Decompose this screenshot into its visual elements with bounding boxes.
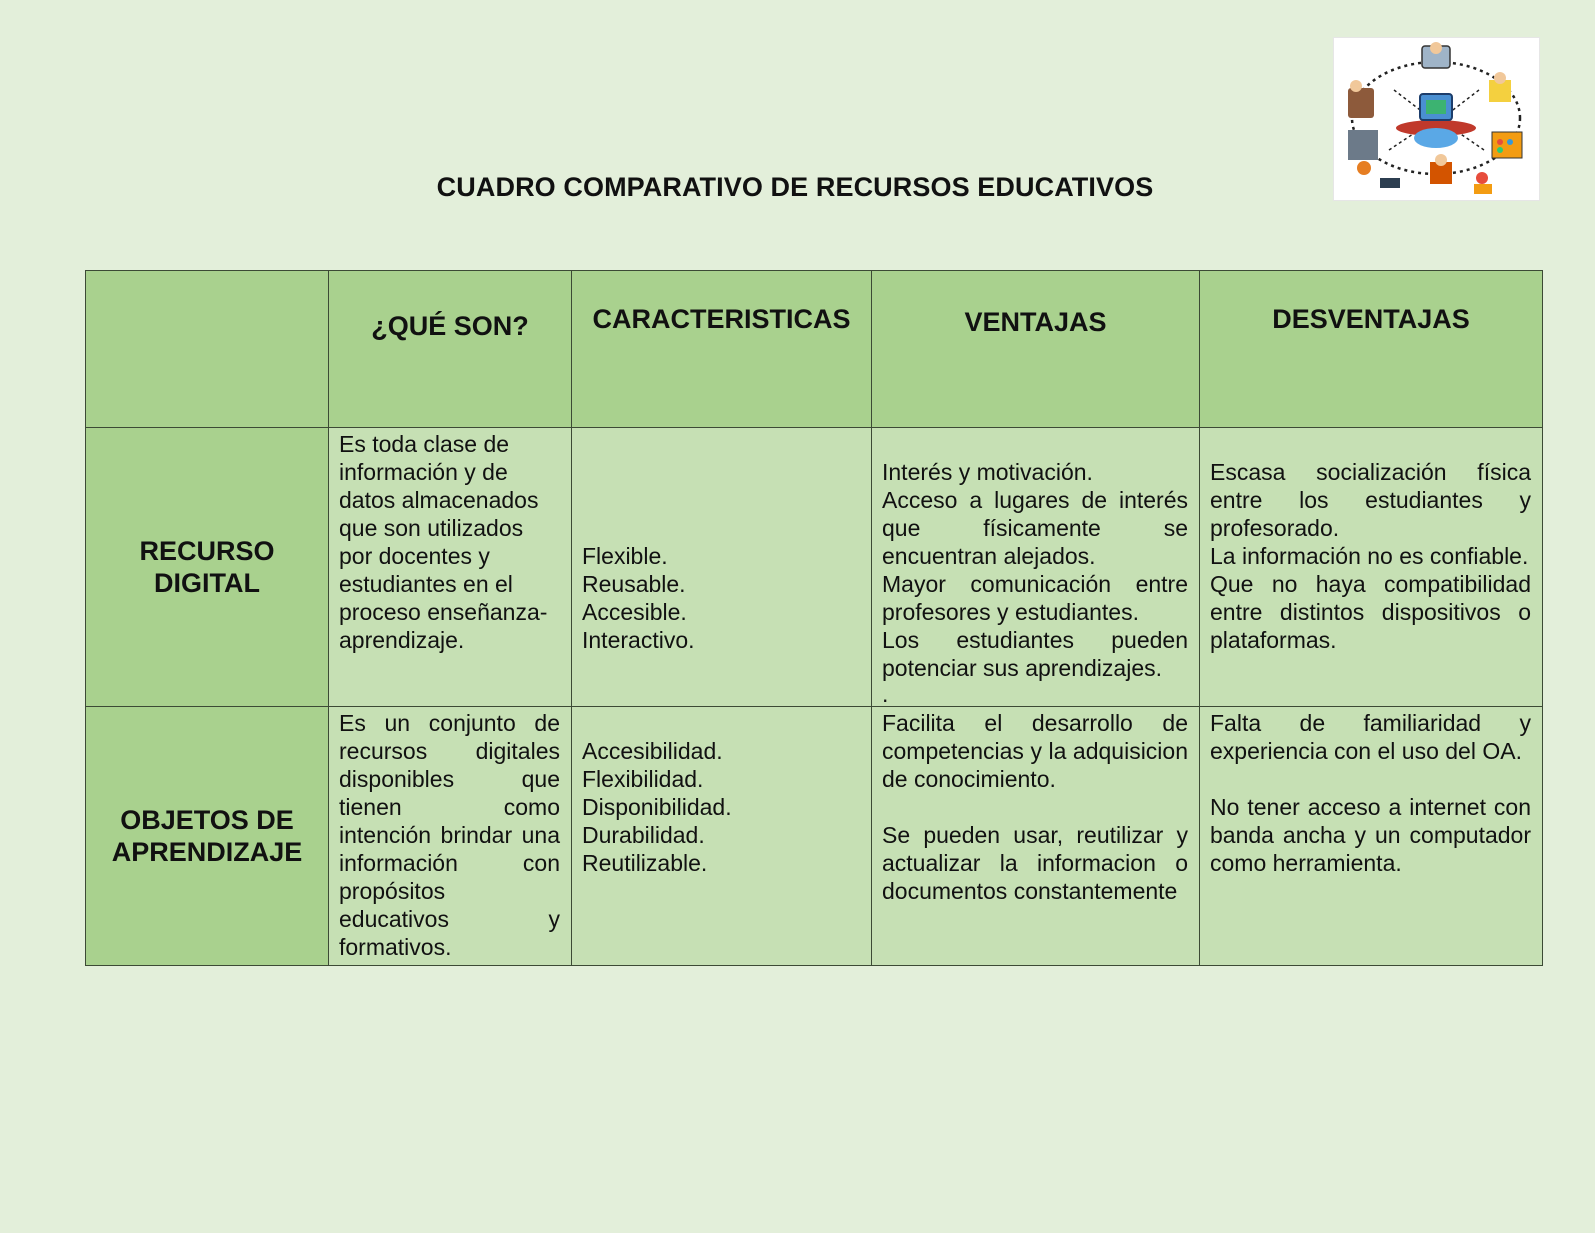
list-item: Disponibilidad. bbox=[582, 794, 732, 820]
comparison-table bbox=[85, 270, 1543, 966]
table-header-row bbox=[86, 271, 1543, 428]
table-row bbox=[86, 428, 1543, 707]
page-title: CUADRO COMPARATIVO DE RECURSOS EDUCATIVOS bbox=[436, 172, 1154, 202]
cell-desventajas bbox=[1200, 707, 1543, 966]
list-item: Los estudiantes pueden potenciar sus aprendizajes. bbox=[882, 627, 1188, 681]
list-item: . bbox=[882, 681, 889, 707]
list-item: No tener acceso a internet con banda ancha y un computador como herramienta. bbox=[1210, 794, 1531, 876]
header-desventajas: DESVENTAJAS bbox=[1200, 271, 1543, 428]
list-item: Acceso a lugares de interés que físicamente se encuentran alejados. bbox=[882, 487, 1188, 569]
list-item: Interactivo. bbox=[582, 627, 695, 653]
list-item: Accesible. bbox=[582, 599, 687, 625]
table-row bbox=[86, 707, 1543, 966]
cell-caracteristicas bbox=[572, 428, 872, 707]
header-caracteristicas: CARACTERISTICAS bbox=[572, 271, 872, 428]
network-of-computers-and-people-icon bbox=[1334, 38, 1539, 200]
cell-ventajas bbox=[872, 707, 1200, 966]
row-label-objetos-de-aprendizaje: OBJETOS DE APRENDIZAJE bbox=[86, 707, 329, 966]
list-item: Interés y motivación. bbox=[882, 459, 1093, 485]
list-item: La información no es confiable. bbox=[1210, 543, 1529, 569]
cell-ventajas bbox=[872, 428, 1200, 707]
list-item: Que no haya compatibilidad entre distintos dispositivos o plataformas. bbox=[1210, 571, 1531, 653]
list-item: Accesibilidad. bbox=[582, 738, 723, 764]
cell-que-son: Es un conjunto de recursos digitales disponibles que tienen como intención brindar una información con propósitos educativos y formativos. bbox=[329, 707, 572, 966]
cell-desventajas bbox=[1200, 428, 1543, 707]
list-item: Reusable. bbox=[582, 571, 686, 597]
list-item: Durabilidad. bbox=[582, 822, 705, 848]
cell-caracteristicas bbox=[572, 707, 872, 966]
educational-network-logo bbox=[1333, 37, 1540, 201]
list-item: Se pueden usar, reutilizar y actualizar la informacion o documentos constantemente bbox=[882, 822, 1188, 904]
list-item: Reutilizable. bbox=[582, 850, 708, 876]
row-label-recurso-digital: RECURSO DIGITAL bbox=[86, 428, 329, 707]
list-item: Escasa socialización física entre los estudiantes y profesorado. bbox=[1210, 459, 1531, 541]
cell-que-son: Es toda clase de información y de datos almacenados que son utilizados por docentes y estudiantes en el proceso enseñanza-aprendizaje. bbox=[329, 428, 572, 707]
list-item: Mayor comunicación entre profesores y estudiantes. bbox=[882, 571, 1188, 625]
header-empty-cell bbox=[86, 271, 329, 428]
list-item: Flexible. bbox=[582, 543, 668, 569]
header-que-son: ¿QUÉ SON? bbox=[329, 271, 572, 428]
list-item: Falta de familiaridad y experiencia con el uso del OA. bbox=[1210, 710, 1531, 764]
list-item: Facilita el desarrollo de competencias y la adquisicion de conocimiento. bbox=[882, 710, 1188, 792]
header-ventajas: VENTAJAS bbox=[872, 271, 1200, 428]
list-item: Flexibilidad. bbox=[582, 766, 704, 792]
